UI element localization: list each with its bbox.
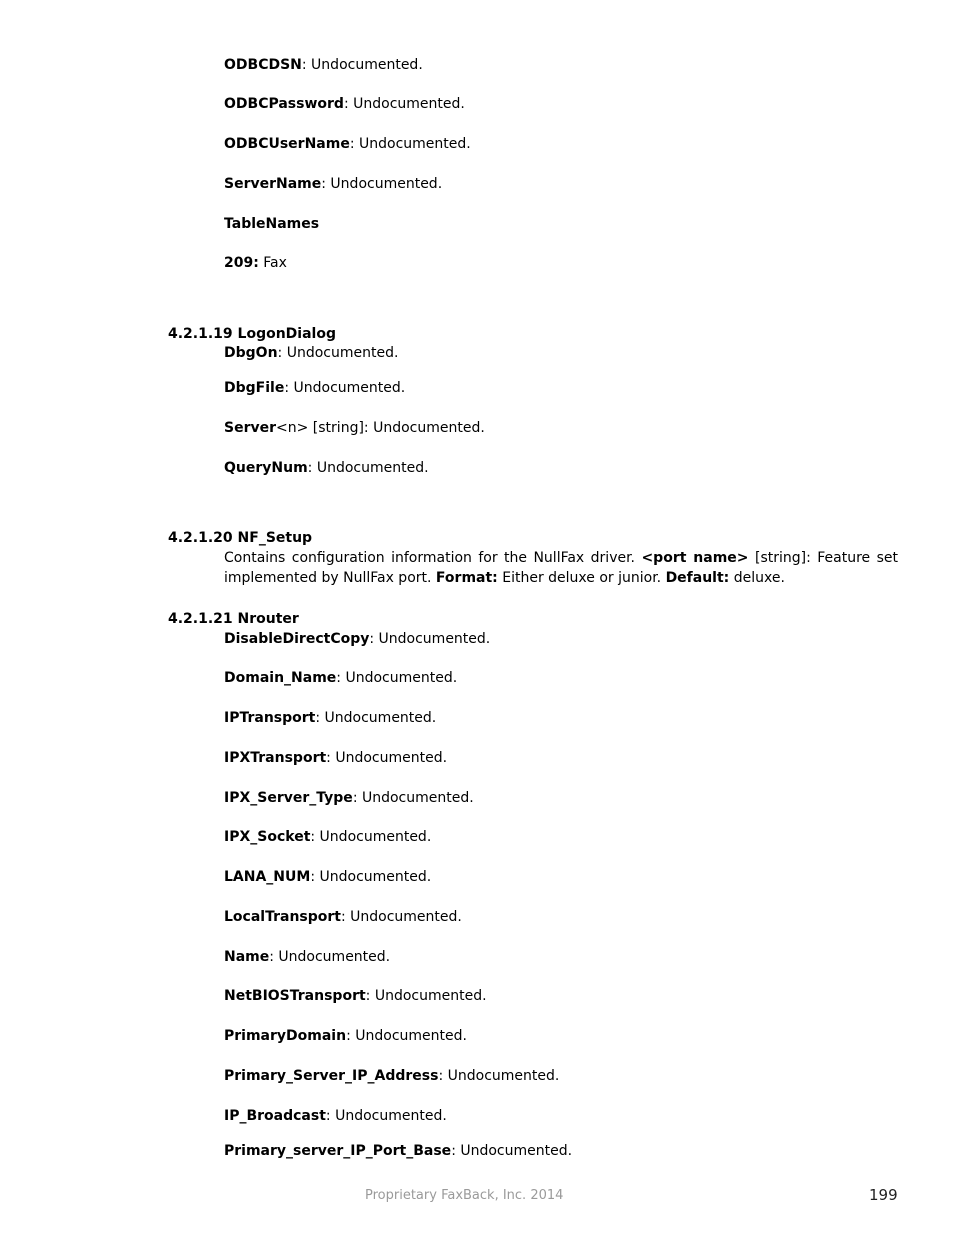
entry-name: IPXTransport: [224, 750, 327, 766]
para-bold: <port name>: [641, 550, 749, 566]
entry-text: <n> [string]: Undocumented.: [276, 420, 485, 436]
entry-name: ODBCUserName: [224, 136, 350, 152]
entry-text: : Undocumented.: [321, 176, 443, 192]
entry-text: : Undocumented.: [325, 1108, 447, 1124]
para-bold: Format:: [435, 570, 498, 586]
section-heading-nf-setup: 4.2.1.20 NF_Setup: [168, 530, 313, 546]
entry-name: Name: [224, 949, 270, 965]
entry-text: : Undocumented.: [284, 380, 406, 396]
section-heading-logondialog: 4.2.1.19 LogonDialog: [168, 326, 336, 342]
entry-servername: [224, 174, 442, 194]
entry-name: Primary_Server_IP_Address: [224, 1068, 439, 1084]
entry-iptransport: [224, 708, 436, 728]
entry-name: IPTransport: [224, 710, 316, 726]
entry-text: : Undocumented.: [438, 1068, 560, 1084]
entry-text: : Undocumented.: [301, 57, 423, 73]
entry-text: : Undocumented.: [307, 460, 429, 476]
entry-lana-num: [224, 867, 431, 887]
entry-209: [224, 253, 287, 273]
entry-text: : Undocumented.: [343, 96, 465, 112]
entry-name: 209:: [224, 255, 259, 271]
para-text: deluxe.: [729, 570, 785, 586]
entry-name: ODBCPassword: [224, 96, 344, 112]
page-footer: Proprietary FaxBack, Inc. 2014: [365, 1188, 564, 1203]
entry-odbcdsn: [224, 55, 423, 75]
entry-text: : Undocumented.: [365, 988, 487, 1004]
entry-server: [224, 418, 485, 438]
entry-ipx-server-type: [224, 788, 474, 808]
entry-text: : Undocumented.: [315, 710, 437, 726]
entry-name: TableNames: [224, 216, 320, 232]
entry-primarydomain: [224, 1026, 467, 1046]
entry-name: Domain_Name: [224, 670, 337, 686]
entry-dbgon: [224, 343, 398, 363]
entry-name: DbgFile: [224, 380, 285, 396]
entry-localtransport: [224, 907, 462, 927]
entry-odbcpassword: [224, 94, 465, 114]
entry-text: Fax: [258, 255, 287, 271]
entry-name: IPX_Server_Type: [224, 790, 353, 806]
para-text: Either deluxe or junior.: [497, 570, 666, 586]
entry-text: : Undocumented.: [346, 1028, 467, 1044]
entry-tablenames: [224, 214, 319, 234]
entry-netbiostransport: [224, 986, 487, 1006]
entry-name: IPX_Socket: [224, 829, 311, 845]
entry-name: ServerName: [224, 176, 322, 192]
para-bold: Default:: [665, 570, 730, 586]
para-text: Contains configuration information for the NullFax driver.: [224, 550, 642, 566]
entry-dbgfile: [224, 378, 405, 398]
entry-odbcusername: [224, 134, 471, 154]
entry-text: : Undocumented.: [369, 631, 491, 647]
entry-name: DisableDirectCopy: [224, 631, 370, 647]
entry-disabledirectcopy: [224, 629, 490, 649]
entry-ipxtransport: [224, 748, 447, 768]
entry-name: NetBIOSTransport: [224, 988, 366, 1004]
entry-text: : Undocumented.: [310, 869, 432, 885]
entry-text: : Undocumented.: [352, 790, 474, 806]
section-heading-nrouter: 4.2.1.21 Nrouter: [168, 611, 299, 627]
entry-ipx-socket: [224, 827, 431, 847]
entry-name: PrimaryDomain: [224, 1028, 347, 1044]
entry-name: Primary_server_IP_Port_Base: [224, 1143, 452, 1159]
entry-text: : Undocumented.: [336, 670, 458, 686]
entry-name: IP_Broadcast: [224, 1108, 326, 1124]
entry-text: : Undocumented.: [349, 136, 471, 152]
entry-text: : Undocumented.: [326, 750, 448, 766]
para-text: [string]: Feature set implemented by NullFax port.: [224, 550, 898, 586]
entry-text: : Undocumented.: [269, 949, 391, 965]
page-number: 199: [869, 1186, 898, 1204]
entry-querynum: [224, 458, 429, 478]
entry-text: : Undocumented.: [451, 1143, 573, 1159]
entry-ip-broadcast: [224, 1106, 447, 1126]
entry-name: LANA_NUM: [224, 869, 311, 885]
entry-text: : Undocumented.: [340, 909, 462, 925]
entry-name: ODBCDSN: [224, 57, 302, 73]
entry-name-key: [224, 947, 390, 967]
nf-setup-paragraph: [224, 548, 898, 588]
entry-domain-name: [224, 668, 457, 688]
entry-primary-server-ip-port-base: [224, 1141, 572, 1161]
entry-name: QueryNum: [224, 460, 308, 476]
entry-primary-server-ip-address: [224, 1066, 559, 1086]
entry-name: LocalTransport: [224, 909, 341, 925]
entry-name: DbgOn: [224, 345, 278, 361]
entry-text: : Undocumented.: [310, 829, 432, 845]
entry-name: Server: [224, 420, 277, 436]
entry-text: : Undocumented.: [277, 345, 399, 361]
